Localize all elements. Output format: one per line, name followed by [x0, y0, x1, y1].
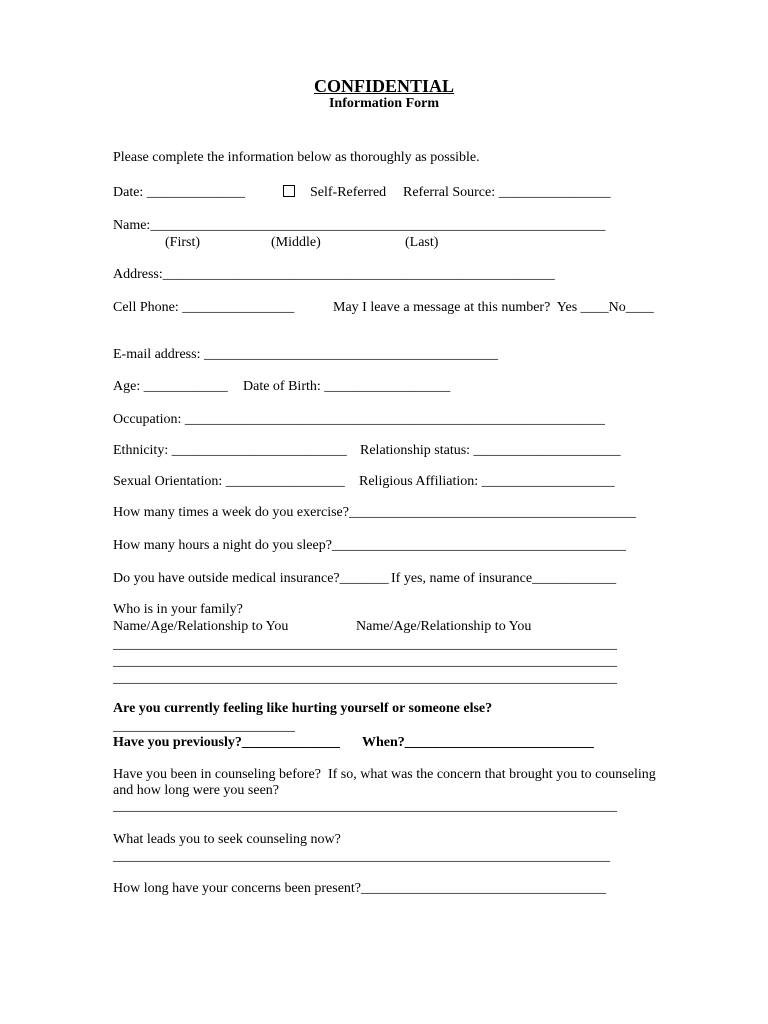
referral-source-field[interactable]: Referral Source: ________________	[403, 185, 611, 200]
sleep-field[interactable]: How many hours a night do you sleep?__________________________________________	[113, 538, 626, 553]
cell-phone-field[interactable]: Cell Phone: ________________	[113, 300, 295, 315]
counseling-before-question: Have you been in counseling before? If so, what was the concern that brought you to counseling	[113, 767, 656, 782]
family-line-3[interactable]: ________________________________________________________________________	[113, 671, 617, 686]
relationship-status-field[interactable]: Relationship status: _____________________	[360, 443, 621, 458]
sexual-orientation-field[interactable]: Sexual Orientation: _________________	[113, 474, 345, 489]
name-field[interactable]: Name:_________________________________________________________________	[113, 218, 606, 233]
self-referred-checkbox[interactable]	[283, 185, 295, 197]
name-last-label: (Last)	[405, 235, 439, 250]
family-line-1[interactable]: ________________________________________________________________________	[113, 637, 617, 652]
family-line-2[interactable]: ________________________________________________________________________	[113, 654, 617, 669]
age-field[interactable]: Age: ____________	[113, 379, 228, 394]
form-title: CONFIDENTIAL	[313, 76, 455, 96]
counseling-before-answer-line[interactable]: ________________________________________________________________________	[113, 799, 617, 814]
email-field[interactable]: E-mail address: __________________________________________	[113, 347, 498, 362]
name-first-label: (First)	[165, 235, 200, 250]
harm-answer-line[interactable]: __________________________	[113, 719, 295, 734]
instructions-text: Please complete the information below as thoroughly as possible.	[113, 150, 480, 165]
self-referred-label: Self-Referred	[310, 185, 387, 200]
concerns-duration-field[interactable]: How long have your concerns been present?___________________________________	[113, 881, 607, 896]
date-field[interactable]: Date: ______________	[113, 185, 245, 200]
name-middle-label: (Middle)	[271, 235, 321, 250]
insurance-field[interactable]: Do you have outside medical insurance?_______	[113, 571, 389, 586]
seek-counseling-question: What leads you to seek counseling now?	[113, 832, 341, 847]
ethnicity-field[interactable]: Ethnicity: _________________________	[113, 443, 347, 458]
harm-previously-field[interactable]: Have you previously?______________	[113, 735, 340, 750]
family-question: Who is in your family?	[113, 602, 243, 617]
exercise-field[interactable]: How many times a week do you exercise?_________________________________________	[113, 505, 636, 520]
leave-message-field[interactable]: May I leave a message at this number? Yes ____No____	[333, 300, 654, 315]
religious-affiliation-field[interactable]: Religious Affiliation: ___________________	[359, 474, 615, 489]
occupation-field[interactable]: Occupation: ____________________________________________________________	[113, 412, 605, 427]
form-subtitle: Information Form	[328, 96, 440, 111]
date-of-birth-field[interactable]: Date of Birth: __________________	[243, 379, 451, 394]
harm-when-field[interactable]: When?___________________________	[362, 735, 594, 750]
counseling-before-question-cont: and how long were you seen?	[113, 783, 280, 798]
family-col-left-label: Name/Age/Relationship to You	[113, 619, 289, 634]
address-field[interactable]: Address:________________________________________________________	[113, 267, 555, 282]
family-col-right-label: Name/Age/Relationship to You	[356, 619, 532, 634]
seek-counseling-answer-line[interactable]: _______________________________________________________________________	[113, 849, 610, 864]
insurance-name-field[interactable]: If yes, name of insurance____________	[391, 571, 617, 586]
harm-question: Are you currently feeling like hurting yourself or someone else?	[113, 701, 493, 716]
